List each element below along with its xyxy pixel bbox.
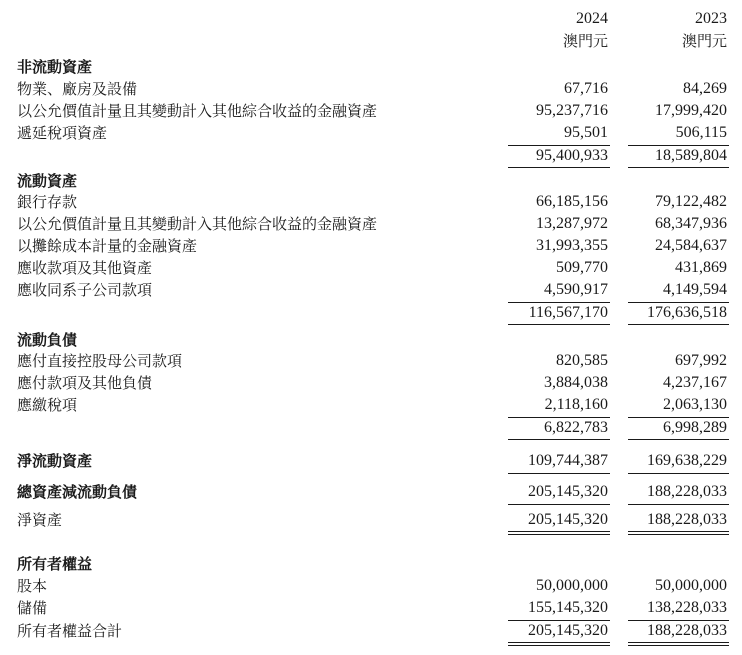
- row-label: 股本: [17, 577, 48, 595]
- section-current-assets: [0, 170, 742, 192]
- net-current-assets-row: [0, 450, 742, 472]
- value-2023: 431,869: [675, 259, 727, 276]
- value-2024: 820,585: [556, 352, 608, 369]
- table-row: [0, 191, 742, 213]
- row-label: 應繳稅項: [17, 396, 78, 414]
- column-header-2024: [563, 8, 608, 52]
- equity-total-row: [0, 620, 742, 642]
- value-2024: 66,185,156: [536, 193, 608, 210]
- row-label: 應收同系子公司款項: [17, 281, 153, 299]
- row-label: 儲備: [17, 599, 48, 617]
- subtotal-2024: 116,567,170: [528, 304, 608, 321]
- section-title: 流動負債: [17, 331, 78, 349]
- year-2023: 2023: [695, 10, 727, 27]
- rule-2023: [628, 473, 729, 474]
- value-2024: 155,145,320: [528, 599, 608, 616]
- value-2023: 4,237,167: [663, 374, 727, 391]
- value-2023: 169,638,229: [647, 452, 727, 469]
- row-label: 所有者權益合計: [17, 622, 123, 640]
- table-row: [0, 122, 742, 144]
- value-2023: 188,228,033: [647, 483, 727, 500]
- table-row: [0, 78, 742, 100]
- value-2023: 4,149,594: [663, 281, 727, 298]
- column-header-2023: [682, 8, 727, 52]
- double-rule-2023: [628, 642, 729, 646]
- total-assets-less-current-liabilities-row: [0, 481, 742, 503]
- value-2024: 50,000,000: [536, 577, 608, 594]
- value-2023: 17,999,420: [655, 102, 727, 119]
- value-2024: 509,770: [556, 259, 608, 276]
- table-row: [0, 372, 742, 394]
- rule-2023: [628, 504, 729, 505]
- table-row: [0, 100, 742, 122]
- value-2024: 205,145,320: [528, 483, 608, 500]
- rule-2024: [508, 167, 610, 168]
- value-2023: 24,584,637: [655, 237, 727, 254]
- table-row: [0, 213, 742, 235]
- value-2023: 506,115: [675, 124, 727, 141]
- section-title: 所有者權益: [17, 555, 93, 573]
- row-label: 淨資產: [17, 511, 63, 529]
- rule-2023: [628, 324, 729, 325]
- double-rule-2024: [508, 531, 610, 535]
- total-2024: 205,145,320: [528, 622, 608, 639]
- currency-2024: 澳門元: [562, 32, 608, 50]
- subtotal-2023: 18,589,804: [655, 147, 727, 164]
- value-2024: 2,118,160: [544, 396, 608, 413]
- rule-2024: [508, 504, 610, 505]
- table-row: [0, 350, 742, 372]
- table-row: [0, 279, 742, 301]
- rule-2023: [628, 167, 729, 168]
- value-2024: 109,744,387: [528, 452, 608, 469]
- table-row: [0, 597, 742, 619]
- subtotal-row: [0, 145, 742, 167]
- row-label: 淨流動資產: [17, 452, 93, 470]
- subtotal-row: [0, 302, 742, 324]
- row-label: 以公允價值計量且其變動計入其他綜合收益的金融資產: [17, 215, 378, 233]
- section-title: 流動資產: [17, 172, 78, 190]
- section-current-liabilities: [0, 329, 742, 351]
- subtotal-2023: 176,636,518: [647, 304, 727, 321]
- row-label: 物業、廠房及設備: [17, 80, 138, 98]
- value-2024: 95,501: [564, 124, 608, 141]
- row-label: 應付直接控股母公司款項: [17, 352, 183, 370]
- currency-2023: 澳門元: [681, 32, 727, 50]
- value-2024: 3,884,038: [544, 374, 608, 391]
- subtotal-2024: 6,822,783: [544, 419, 608, 436]
- value-2023: 2,063,130: [663, 396, 727, 413]
- double-rule-2024: [508, 642, 610, 646]
- rule-2024: [508, 439, 610, 440]
- subtotal-2023: 6,998,289: [663, 419, 727, 436]
- value-2023: 138,228,033: [647, 599, 727, 616]
- table-row: [0, 235, 742, 257]
- section-non-current-assets: [0, 56, 742, 78]
- value-2023: 84,269: [683, 80, 727, 97]
- value-2024: 95,237,716: [536, 102, 608, 119]
- value-2023: 50,000,000: [655, 577, 727, 594]
- rule-2024: [508, 324, 610, 325]
- year-2024: 2024: [576, 10, 608, 27]
- value-2023: 697,992: [675, 352, 727, 369]
- rule-2024: [508, 473, 610, 474]
- net-assets-row: [0, 509, 742, 531]
- section-title: 非流動資產: [17, 58, 93, 76]
- value-2024: 67,716: [564, 80, 608, 97]
- table-row: [0, 575, 742, 597]
- row-label: 總資產減流動負債: [17, 483, 138, 501]
- row-label: 遞延稅項資產: [17, 124, 108, 142]
- row-label: 銀行存款: [17, 193, 78, 211]
- row-label: 應收款項及其他資產: [17, 259, 153, 277]
- table-row: [0, 394, 742, 416]
- table-row: [0, 257, 742, 279]
- value-2024: 4,590,917: [544, 281, 608, 298]
- value-2023: 79,122,482: [655, 193, 727, 210]
- value-2024: 205,145,320: [528, 511, 608, 528]
- subtotal-row: [0, 417, 742, 439]
- row-label: 以攤餘成本計量的金融資產: [17, 237, 198, 255]
- total-2023: 188,228,033: [647, 622, 727, 639]
- row-label: 以公允價值計量且其變動計入其他綜合收益的金融資產: [17, 102, 378, 120]
- double-rule-2023: [628, 531, 729, 535]
- subtotal-2024: 95,400,933: [536, 147, 608, 164]
- row-label: 應付款項及其他負債: [17, 374, 153, 392]
- rule-2023: [628, 439, 729, 440]
- value-2024: 13,287,972: [536, 215, 608, 232]
- value-2024: 31,993,355: [536, 237, 608, 254]
- value-2023: 68,347,936: [655, 215, 727, 232]
- value-2023: 188,228,033: [647, 511, 727, 528]
- section-equity: [0, 553, 742, 575]
